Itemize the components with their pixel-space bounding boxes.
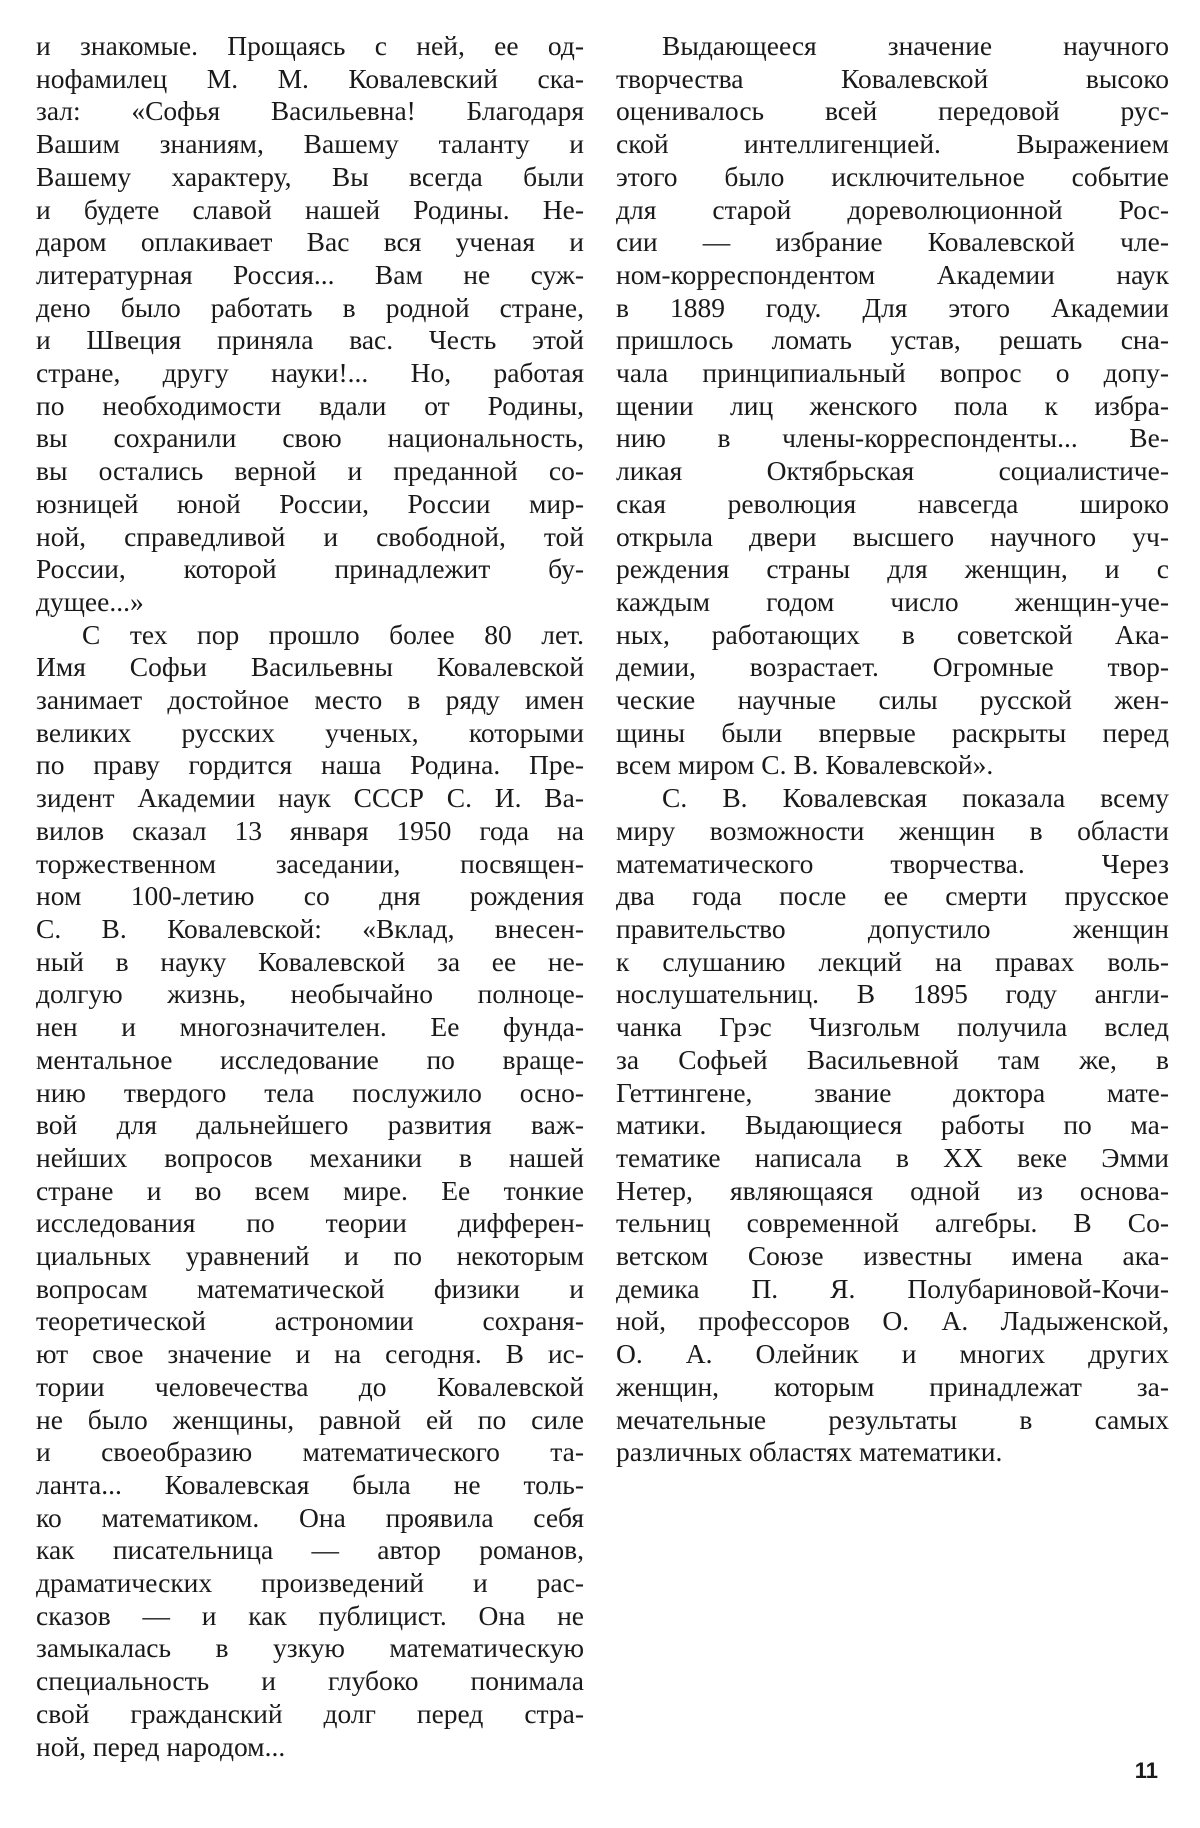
text-line: всем миром С. В. Ковалевской». [616, 749, 994, 781]
text-line: мечательные результаты в самых [616, 1403, 1169, 1435]
text-line: вилов сказал 13 января 1950 года на [36, 814, 584, 846]
text-line: занимает достойное место в ряду имен [36, 684, 584, 716]
text-line: исследования по теории дифферен- [36, 1207, 584, 1239]
text-line: ская революция навсегда широко [616, 487, 1169, 519]
text-line: зидент Академии наук СССР С. И. Ва- [36, 782, 584, 814]
text-line: тематике написала в XX веке Эмми [616, 1141, 1169, 1173]
text-line: Вашим знаниям, Вашему таланту и [36, 128, 584, 160]
text-line: ческие научные силы русской жен- [616, 684, 1169, 716]
text-line: по необходимости вдали от Родины, [36, 389, 584, 421]
text-line: вой для дальнейшего развития важ- [36, 1109, 584, 1141]
text-line: свой гражданский долг перед стра- [36, 1697, 584, 1729]
text-line: ской интеллигенцией. Выражением [616, 128, 1169, 160]
text-line: вопросам математической физики и [36, 1272, 584, 1304]
text-line: торжественном заседании, посвящен- [36, 847, 584, 879]
text-line: стране, другу науки!... Но, работая [36, 357, 584, 389]
text-column-left [36, 30, 584, 1763]
text-line: матики. Выдающиеся работы по ма- [616, 1109, 1169, 1141]
text-line: ланта... Ковалевская была не толь- [36, 1468, 584, 1500]
text-line: стране и во всем мире. Ее тонкие [36, 1174, 584, 1206]
text-line: замыкалась в узкую математическую [36, 1632, 584, 1664]
text-line: этого было исключительное событие [616, 160, 1169, 192]
text-line: нейших вопросов механики в нашей [36, 1141, 584, 1173]
text-line: как писательница — автор романов, [36, 1534, 584, 1566]
text-line: ко математиком. Она проявила себя [36, 1501, 584, 1533]
text-line: демика П. Я. Полубариновой-Кочи- [616, 1272, 1169, 1304]
text-line: великих русских ученых, которыми [36, 716, 584, 748]
text-line: щины были впервые раскрыты перед [616, 716, 1169, 748]
text-line: ликая Октябрьская социалистиче- [616, 455, 1169, 487]
text-line: зал: «Софья Васильевна! Благодаря [36, 95, 584, 127]
text-line: О. А. Олейник и многих других [616, 1338, 1169, 1370]
text-line: правительство допустило женщин [616, 912, 1169, 944]
text-line: теоретической астрономии сохраня- [36, 1305, 584, 1337]
text-line: по праву гордится наша Родина. Пре- [36, 749, 584, 781]
text-line: математического творчества. Через [616, 847, 1169, 879]
text-line: ют свое значение и на сегодня. В ис- [36, 1338, 584, 1370]
text-line: ной, справедливой и свободной, той [36, 520, 584, 552]
text-line: дущее...» [36, 585, 144, 617]
text-line: Нетер, являющаяся одной из основа- [616, 1174, 1169, 1206]
text-line: нен и многозначителен. Ее фунда- [36, 1011, 584, 1043]
text-line: и Швеция приняла вас. Честь этой [36, 324, 584, 356]
text-line: вы сохранили свою национальность, [36, 422, 584, 454]
text-line: тории человечества до Ковалевской [36, 1370, 584, 1402]
text-line: России, которой принадлежит бу- [36, 553, 584, 585]
text-line: сии — избрание Ковалевской чле- [616, 226, 1169, 258]
text-line: нию в члены-корреспонденты... Ве- [616, 422, 1169, 454]
text-line: чала принципиальный вопрос о допу- [616, 357, 1169, 389]
text-line: творчества Ковалевской высоко [616, 62, 1169, 94]
text-line: тельниц современной алгебры. В Со- [616, 1207, 1169, 1239]
text-line: различных областях математики. [616, 1436, 1003, 1468]
text-line: для старой дореволюционной Рос- [616, 193, 1169, 225]
text-line: оценивалось всей передовой рус- [616, 95, 1169, 127]
text-line: литературная Россия... Вам не суж- [36, 258, 584, 290]
text-line: реждения страны для женщин, и с [616, 553, 1169, 585]
text-line: ных, работающих в советской Ака- [616, 618, 1169, 650]
text-line: пришлось ломать устав, решать сна- [616, 324, 1169, 356]
text-line: юзницей юной России, России мир- [36, 487, 584, 519]
text-line: сказов — и как публицист. Она не [36, 1599, 584, 1631]
text-line: щении лиц женского пола к избра- [616, 389, 1169, 421]
text-line: и своеобразию математического та- [36, 1436, 584, 1468]
text-line: нию твердого тела послужило осно- [36, 1076, 584, 1108]
text-line: не было женщины, равной ей по силе [36, 1403, 584, 1435]
text-line: драматических произведений и рас- [36, 1567, 584, 1599]
text-line: и будете славой нашей Родины. Не- [36, 193, 584, 225]
text-line: чанка Грэс Чизгольм получила вслед [616, 1011, 1169, 1043]
text-line: ном 100-летию со дня рождения [36, 880, 584, 912]
text-line: дено было работать в родной стране, [36, 291, 584, 323]
text-line: ветском Союзе известны имена ака- [616, 1240, 1169, 1272]
text-line: С. В. Ковалевская показала всему [662, 782, 1169, 814]
text-line: вы остались верной и преданной со- [36, 455, 584, 487]
text-line: ной, профессоров О. А. Ладыженской, [616, 1305, 1169, 1337]
text-line: и знакомые. Прощаясь с ней, ее од- [36, 30, 584, 61]
text-line: нослушательниц. В 1895 году англи- [616, 978, 1169, 1010]
text-line: Выдающееся значение научного [662, 30, 1169, 61]
text-line: миру возможности женщин в области [616, 814, 1169, 846]
text-line: ном-корреспондентом Академии наук [616, 258, 1169, 290]
text-line: за Софьей Васильевной там же, в [616, 1043, 1169, 1075]
text-line: демии, возрастает. Огромные твор- [616, 651, 1169, 683]
text-line: С. В. Ковалевской: «Вклад, внесен- [36, 912, 584, 944]
text-line: циальных уравнений и по некоторым [36, 1240, 584, 1272]
text-line: ной, перед народом... [36, 1730, 286, 1762]
text-line: Геттингене, звание доктора мате- [616, 1076, 1169, 1108]
text-line: в 1889 году. Для этого Академии [616, 291, 1169, 323]
text-line: ментальное исследование по враще- [36, 1043, 584, 1075]
text-line: даром оплакивает Вас вся ученая и [36, 226, 584, 258]
page-number: 11 [1134, 1758, 1158, 1783]
text-line: открыла двери высшего научного уч- [616, 520, 1169, 552]
text-line: два года после ее смерти прусское [616, 880, 1169, 912]
text-line: женщин, которым принадлежат за- [616, 1370, 1169, 1402]
text-line: С тех пор прошло более 80 лет. [82, 618, 584, 650]
text-line: специальность и глубоко понимала [36, 1665, 584, 1697]
text-line: Имя Софьи Васильевны Ковалевской [36, 651, 584, 683]
text-line: к слушанию лекций на правах воль- [616, 945, 1169, 977]
text-line: каждым годом число женщин-уче- [616, 585, 1169, 617]
text-line: ный в науку Ковалевской за ее не- [36, 945, 584, 977]
text-column-right [616, 30, 1169, 1469]
text-line: Вашему характеру, Вы всегда были [36, 160, 584, 192]
text-line: долгую жизнь, необычайно полноце- [36, 978, 584, 1010]
text-line: нофамилец М. М. Ковалевский ска- [36, 62, 584, 94]
